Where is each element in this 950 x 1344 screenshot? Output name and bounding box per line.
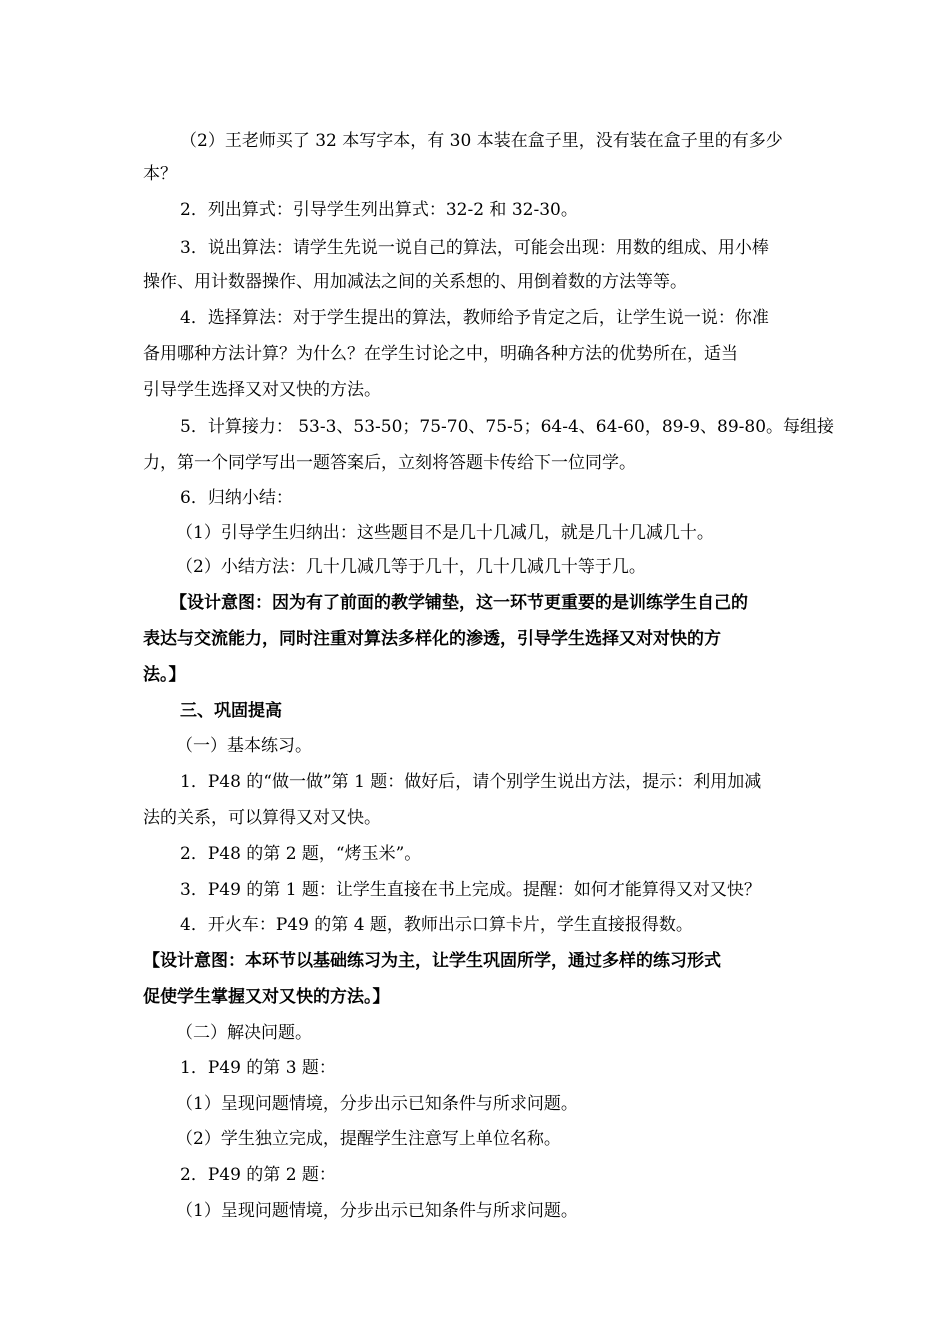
paragraph-line: 3．说出算法：请学生先说一说自己的算法，可能会出现：用数的组成、用小棒 [180,238,769,258]
design-intent-note: 【设计意图：本环节以基础练习为主，让学生巩固所学，通过多样的练习形式 [143,951,721,971]
paragraph-line: 1．P48 的“做一做”第 1 题：做好后，请个别学生说出方法，提示：利用加减 [180,772,762,792]
paragraph-line: （2）王老师买了 32 本写字本，有 30 本装在盒子里，没有装在盒子里的有多少 [180,131,783,151]
section-heading: 6．归纳小结： [180,488,293,508]
design-intent-note: 表达与交流能力，同时注重对算法多样化的渗透，引导学生选择又对对快的方 [143,629,721,649]
paragraph-line: 引导学生选择又对又快的方法。 [143,380,381,400]
paragraph-line: 2．列出算式：引导学生列出算式：32-2 和 32-30。 [180,200,578,220]
paragraph-line: 4．开火车：P49 的第 4 题，教师出示口算卡片，学生直接报得数。 [180,915,693,935]
paragraph-line: （1）呈现问题情境，分步出示已知条件与所求问题。 [176,1094,578,1114]
paragraph-line: 本？ [143,164,177,184]
paragraph-line: 2．P48 的第 2 题，“烤玉米”。 [180,844,422,864]
paragraph-line: 备用哪种方法计算？为什么？在学生讨论之中，明确各种方法的优势所在，适当 [143,344,738,364]
paragraph-line: （2）小结方法：几十几减几等于几十，几十几减几十等于几。 [176,557,646,577]
paragraph-line: 1．P49 的第 3 题： [180,1058,336,1078]
paragraph-line: 5．计算接力： 53-3、53-50；75-70、75-5；64-4、64-60，89-9、89-80。每组接 [180,417,835,437]
paragraph-line: 法的关系，可以算得又对又快。 [143,808,381,828]
paragraph-line: 操作、用计数器操作、用加减法之间的关系想的、用倒着数的方法等等。 [143,272,687,292]
paragraph-line: 2．P49 的第 2 题： [180,1165,336,1185]
paragraph-line: （1）引导学生归纳出：这些题目不是几十几减几，就是几十几减几十。 [176,523,714,543]
design-intent-note: 【设计意图：因为有了前面的教学铺垫，这一环节更重要的是训练学生自己的 [170,593,748,613]
paragraph-line: （1）呈现问题情境，分步出示已知条件与所求问题。 [176,1201,578,1221]
paragraph-line: 力，第一个同学写出一题答案后，立刻将答题卡传给下一位同学。 [143,453,636,473]
design-intent-note: 法。】 [143,665,186,685]
paragraph-line: 3．P49 的第 1 题：让学生直接在书上完成。提醒：如何才能算得又对又快？ [180,880,761,900]
section-heading: 三、巩固提高 [180,701,282,721]
subsection-heading: （二）解决问题。 [176,1023,312,1043]
paragraph-line: （2）学生独立完成，提醒学生注意写上单位名称。 [176,1129,561,1149]
subsection-heading: （一）基本练习。 [176,736,312,756]
paragraph-line: 4．选择算法：对于学生提出的算法，教师给予肯定之后，让学生说一说：你准 [180,308,769,328]
design-intent-note: 促使学生掌握又对又快的方法。】 [143,987,390,1007]
